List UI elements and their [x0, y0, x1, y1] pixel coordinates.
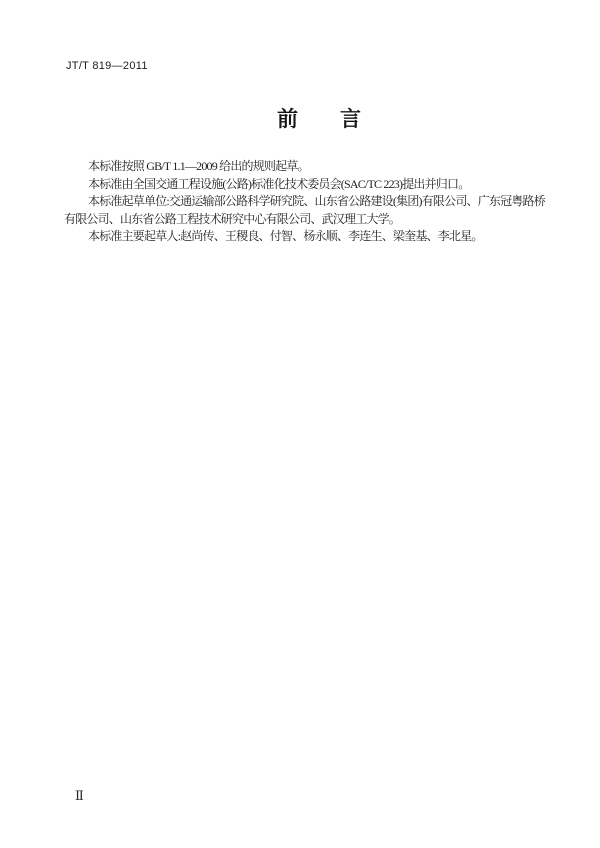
foreword-body — [64, 158, 552, 246]
paragraph-chief-drafters: 本标准主要起草人:赵尚传、王稷良、付智、杨永顺、李连生、梁奎基、李北星。 — [88, 229, 483, 243]
paragraph-drafting-organizations: 本标准起草单位:交通运输部公路科学研究院、山东省公路建设(集团)有限公司、广东冠粤路桥有限公司、山东省公路工程技术研究中心有限公司、武汉理工大学。 — [64, 194, 545, 226]
standard-number-header: JT/T 819—2011 — [66, 60, 148, 72]
page-number: Ⅱ — [75, 788, 84, 803]
paragraph-proposing-committee: 本标准由全国交通工程设施(公路)标准化技术委员会(SAC/TC 223)提出并归口。 — [88, 176, 470, 191]
page-title-foreword: 前 言 — [277, 108, 361, 131]
paragraph-drafting-rules: 本标准按照 GB/T 1.1—2009 给出的规则起草。 — [88, 159, 309, 173]
